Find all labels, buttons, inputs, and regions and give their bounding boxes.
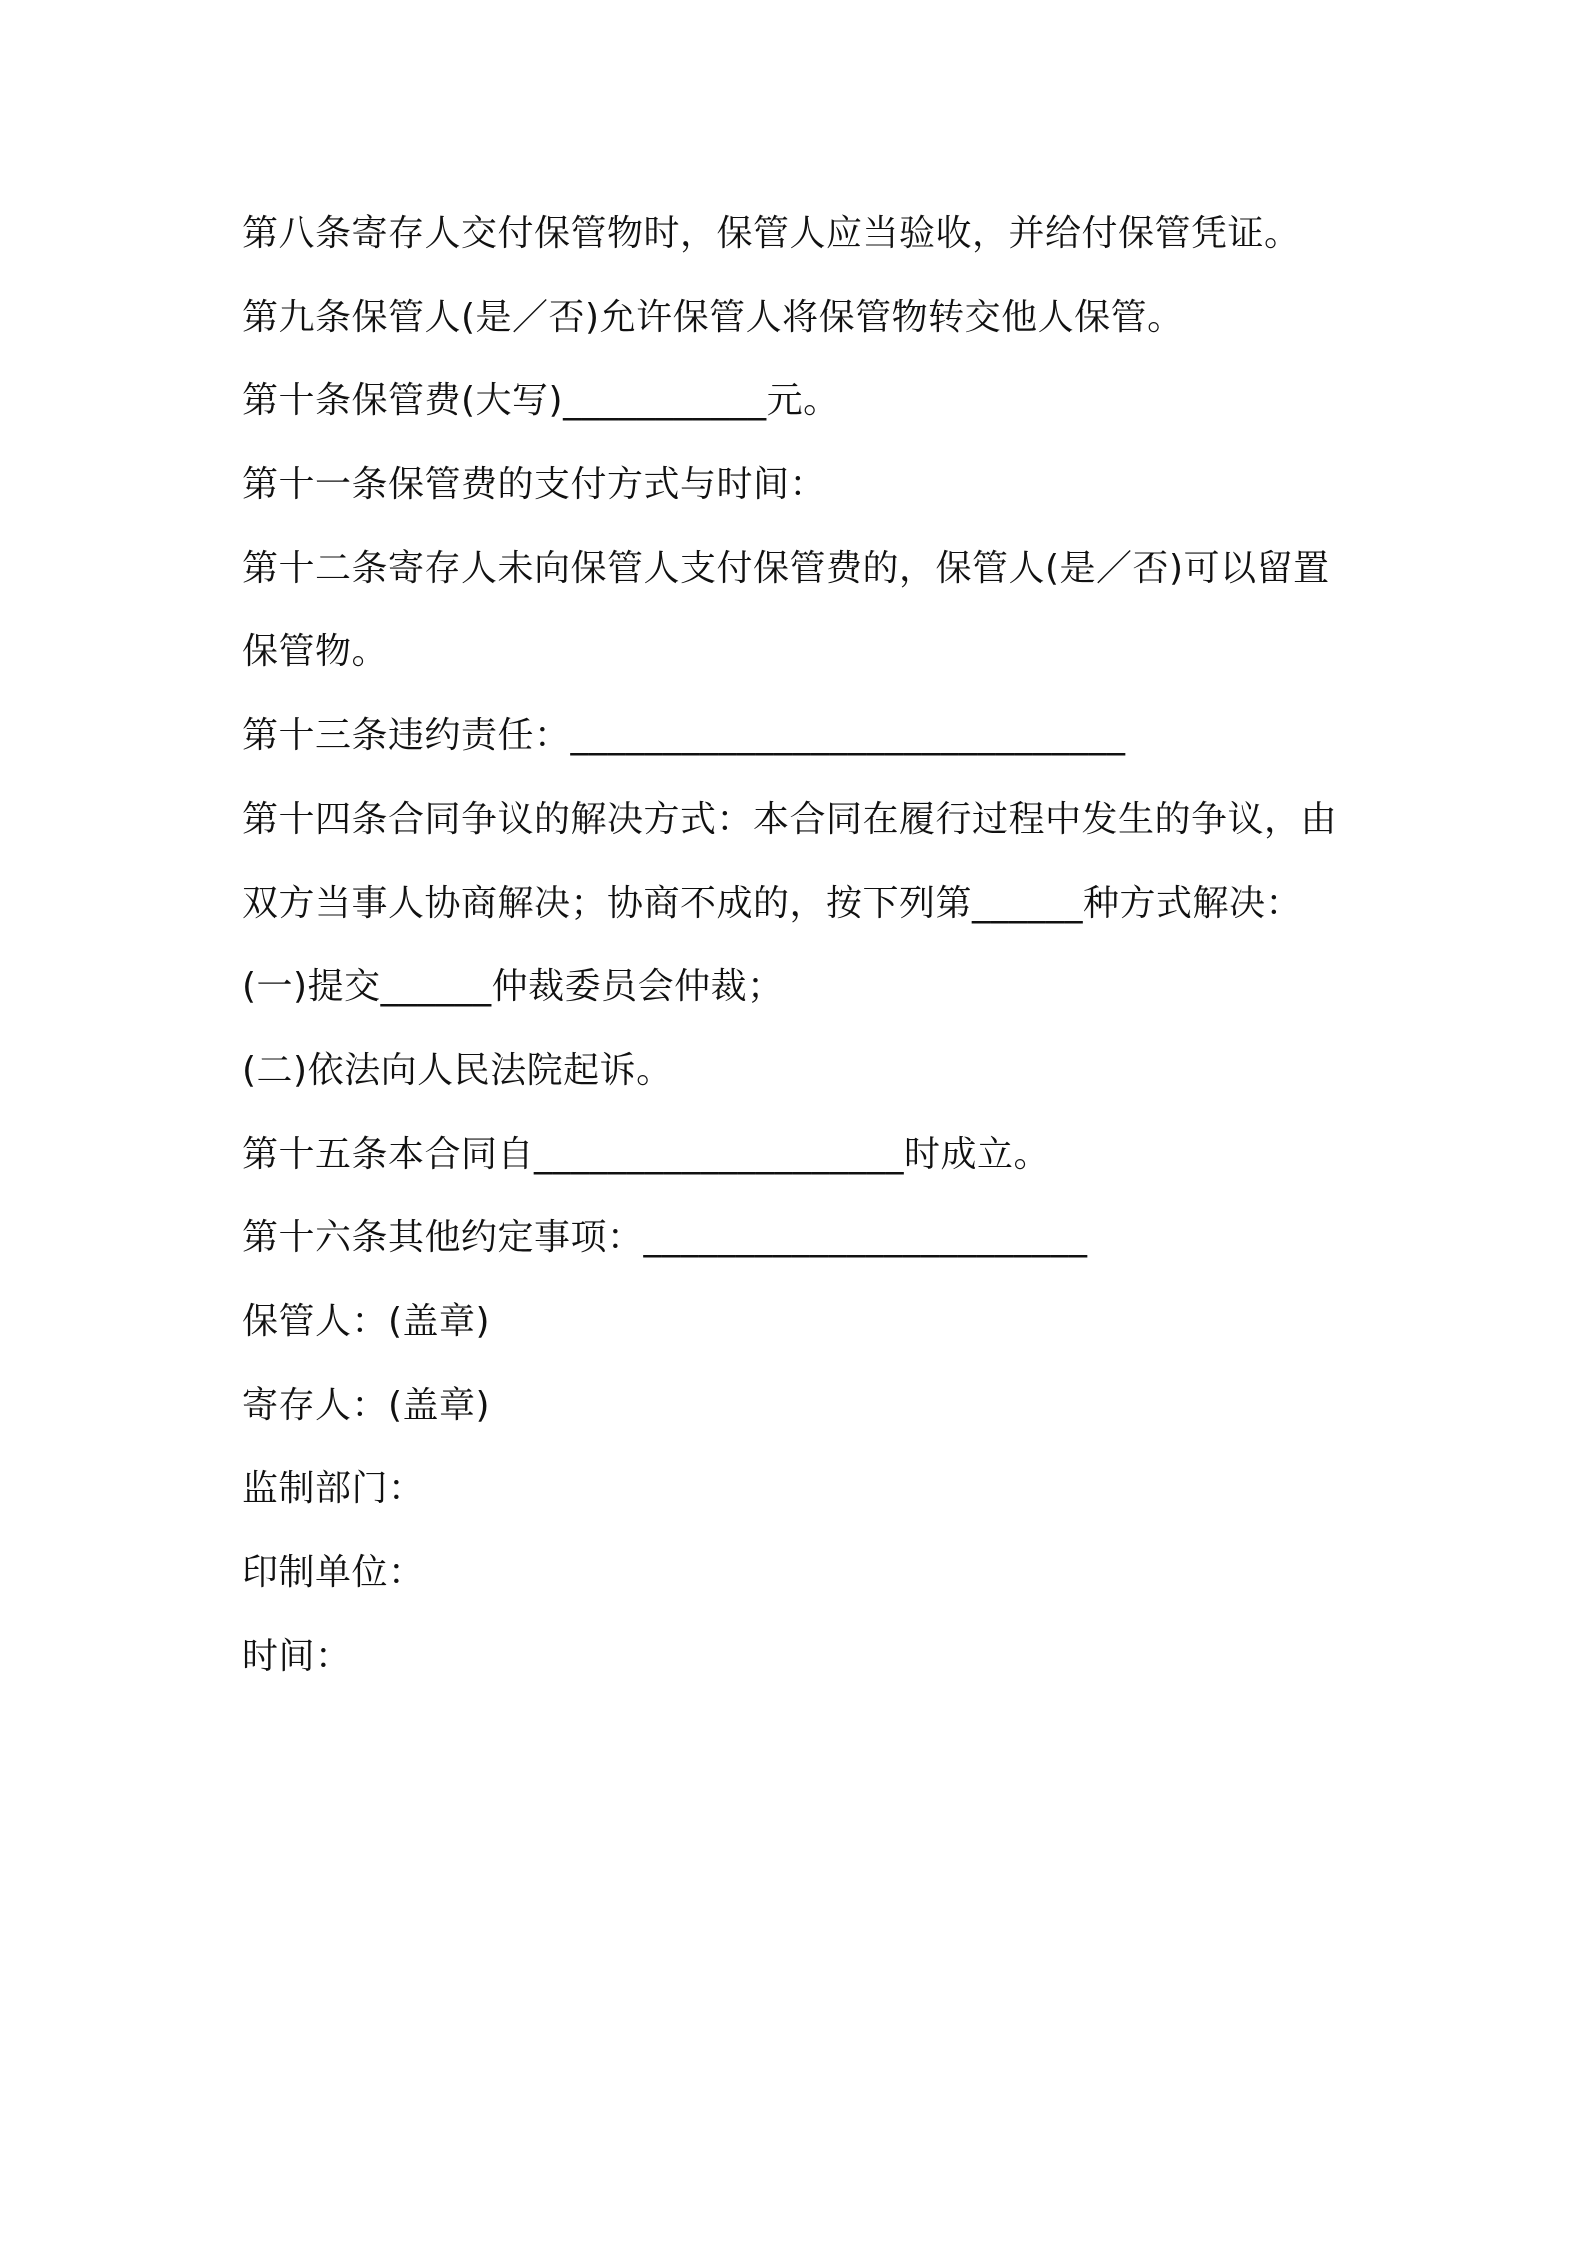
contract-body [242,192,1352,1698]
supervising-department: 监制部门： [242,1468,425,1510]
article-8: 第八条寄存人交付保管物时，保管人应当验收，并给付保管凭证。 [242,213,1301,254]
printing-unit: 印制单位： [242,1552,425,1593]
article-14-line-1: 第十四条合同争议的解决方式：本合同在履行过程中发生的争议，由 [242,798,1338,840]
article-10-storage-fee: 第十条保管费(大写)___________元。 [242,380,840,422]
article-9: 第九条保管人(是／否)允许保管人将保管物转交他人保管。 [242,296,1184,338]
article-16-other-terms: 第十六条其他约定事项：________________________ [242,1217,1088,1259]
article-13-liability: 第十三条违约责任：______________________________ [242,715,1126,757]
article-11-payment-method: 第十一条保管费的支付方式与时间： [242,464,827,506]
article-15-effective: 第十五条本合同自____________________时成立。 [242,1133,1051,1175]
custodian-signature: 保管人：(盖章) [242,1300,491,1342]
dispute-option-arbitration: (一)提交______仲裁委员会仲裁； [242,966,784,1008]
article-14-line-2: 双方当事人协商解决；协商不成的，按下列第______种方式解决： [242,882,1303,924]
article-12-line-2: 保管物。 [242,631,389,673]
article-12-line-1: 第十二条寄存人未向保管人支付保管费的，保管人(是／否)可以留置 [242,547,1330,589]
depositor-signature: 寄存人：(盖章) [242,1384,491,1426]
dispute-option-court: (二)依法向人民法院起诉。 [242,1049,673,1091]
date-field: 时间： [242,1635,352,1677]
